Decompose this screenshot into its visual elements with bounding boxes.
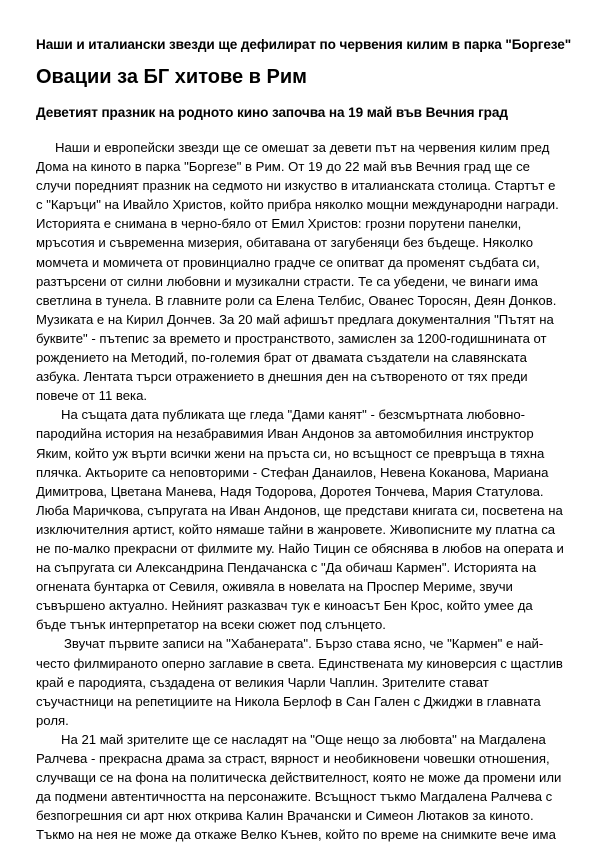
article-paragraph: Звучат първите записи на "Хабанерата". Бързо става ясно, че "Кармен" е най-често филмираното оперно заглавие в света. Единствената му киноверсия с щастлив край е пародията, създадена от великия Чарли Чаплин. Зрителите стават съучастници на репетициите на Никола Берлоф в Сан Гален с Джиджи в главната роля.: [36, 636, 563, 728]
article-body: [36, 138, 564, 844]
article-subhead: Деветият празник на родното кино започва на 19 май във Вечния град: [36, 105, 508, 120]
article-paragraph: На същата дата публиката ще гледа "Дами канят" - безсмъртната любовно-пародийна история на незабравимия Иван Андонов за автомобилния инструктор Яким, който уж върти всички жени на пръста си, но всъщност се превръща в тяхна плячка. Актьорите са неповторими - Стефан Данаилов, Невена Коканова, Мариана Димитрова, Цветана Манева, Надя Тодорова, Доротея Тончева, Мария Статулова. Люба Маричкова, съпругата на Иван Андонов, ще представи книгата си, посветена на изключителния артист, който нямаше тайни в жанровете. Живописните му платна са не по-малко прекрасни от филмите му. Найо Тицин се обяснява в любов на операта и на съпругата си Александрина Пендачанска с "Да обичаш Кармен". Историята на огнената бунтарка от Севиля, оживяла в новелата на Проспер Мериме, звучи съвършено актуално. Нейният разказвач тук е киноасът Бен Крос, който умее да бъде тънък интерпретатор на всеки сюжет под слънцето.: [36, 407, 564, 633]
article-kicker: Наши и италиански звезди ще дефилират по червения килим в парка "Боргезе": [36, 37, 572, 52]
article-paragraph: На 21 май зрителите ще се насладят на "Още нещо за любовта" на Магдалена Ралчева - прекрасна драма за страст, вярност и необикновени човешки отношения, случващи се на фона на политическа действителност, която не може да промени или да подмени автентичността на персонажите. Всъщност тъкмо Магдалена Ралчева с безпогрешния си арт нюх открива Калин Врачански и Симеон Лютаков за киното. Тъкмо на нея не може да откаже Велко Кънев, който по време на снимките вече има: [36, 731, 562, 843]
article-paragraph: Наши и европейски звезди ще се омешат за девети път на червения килим пред Дома на киното в парка "Боргезе" в Рим. От 19 до 22 май във Вечния град ще се случи поредният празник на седмото ни изкуство в италианската столица. Стартът е с "Каръци" на Ивайло Христов, който прибра няколко мощни международни награди. Историята е снимана в черно-бяло от Емил Христов: грозни порутени панелки, мръсотия и съвременна мизерия, обитавана от загубеняци без бъдеще. Няколко момчета и момичета от провинциално градче се опитват да променят съдбата си, разтърсени от силни любовни и музикални страсти. Те са убедени, че винаги има светлина в тунела. В главните роли са Елена Телбис, Ованес Торосян, Деян Донков. Музиката е на Кирил Дончев. За 20 май афишът предлага документалния "Пътят на буквите" - пътепис за времето и пространството, замислен за 1200-годишнината от рождението на Методий, по-големия брат от двамата създатели на славянската азбука. Лентата търси отражението в днешния ден на сътвореното от тях преди повече от 11 века.: [36, 140, 559, 404]
article-headline: Овации за БГ хитове в Рим: [36, 66, 307, 88]
